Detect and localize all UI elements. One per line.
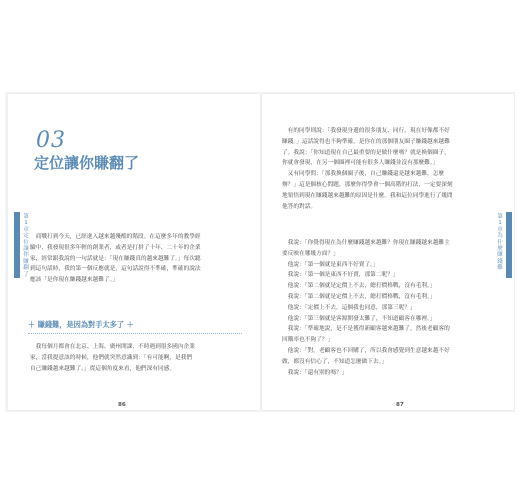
dialog-line: 他說：「第二個就是定價上不去，總打價格戰，沒有毛利。」 bbox=[282, 283, 436, 290]
intro-paragraph bbox=[30, 232, 250, 286]
right-side-label: 第1章 為什麼賺錢難 bbox=[497, 214, 503, 272]
left-side-label: 第1章 定位讓你賺翻了 bbox=[23, 214, 29, 278]
chapter-number: 03 bbox=[36, 128, 66, 153]
chapter-title: 定位讓你賺翻了 bbox=[34, 154, 140, 172]
dialog-line: 我說：「準確地說，是不是獲得新顧客越來越難了，然後老顧客的 bbox=[282, 326, 450, 333]
dialog-line: 他說：「第三個就是客源開發太難了，不知道顧客在哪裡。」 bbox=[282, 315, 436, 322]
section-divider bbox=[28, 333, 242, 334]
body-line: 自己賺錢越來越難了。」從這個角度來看，他們深有同感。 bbox=[30, 365, 176, 372]
text-line: 你就會發現，在另一個圈裡可能有很多人賺錢並沒有那麼難。」 bbox=[282, 160, 439, 167]
intro-line: 商戰打到今天，已經進入越來越殘酷的階段。在這麼多年的教學經 bbox=[30, 234, 201, 240]
dialog-line: 做，都沒有信心了，不知道怎麼做下去。」 bbox=[282, 358, 388, 365]
left-page-number: 86 bbox=[118, 402, 126, 408]
body-line: 我每個月都會在北京、上海、廣州開課，不時遇到很多國內企業 bbox=[30, 344, 195, 350]
intro-line: 應該「是你現在賺錢越來越難了。」 bbox=[30, 277, 119, 284]
body-line: 家，當我提意該的時候，他們就突然意識到：「有可能啊，是我們 bbox=[30, 354, 193, 361]
body-paragraph bbox=[30, 342, 250, 374]
dialog-line: 他說：「定價上不去，這個我也同意，那第三呢？」 bbox=[282, 304, 416, 311]
text-line: 地領悟到現在賺錢越來越難的原因是什麼。我和這位同學進行了幾問 bbox=[282, 192, 453, 199]
text-line: 又有同學問：「那我換個圈子後，自己賺錢還是越來越難，怎麼 bbox=[282, 171, 445, 178]
left-side-tab bbox=[14, 212, 20, 278]
dialog-line: 回購率也不夠了？」 bbox=[282, 337, 334, 344]
dialog-line: 他說：「第一個就是東西不好賣了。」 bbox=[282, 261, 379, 268]
text-line: 辦？」這是個核心問題，那麼你得學會一個高階的打法，一定要深刻 bbox=[282, 181, 453, 188]
dialog-line: 他說：「對。老顧客也不回購了，所以我會感覺到生意越來越不好 bbox=[282, 347, 450, 354]
text-line: 了。我說：「你知道現在自己最重要的是做什麼嗎？就是換個圈子， bbox=[282, 149, 450, 156]
section-heading: ＋ 賺錢難，是因為對手太多了 ＋ bbox=[28, 320, 134, 329]
text-line: 有的同學則說：「我發現身邊的很多朋友、同行，現在好像都不好 bbox=[282, 128, 450, 134]
dialog-line: 我說：「你覺得現在為什麼賺錢越來越難？你現在賺錢越來越難主 bbox=[282, 240, 450, 246]
right-page-number: 87 bbox=[396, 402, 404, 408]
intro-line: 家，經常跟我說的一句話就是：「現在賺錢真的越來越難了。」每次聽 bbox=[30, 255, 201, 262]
intro-line: 驗中，我發現很多年輕的創業者，或者是打拼了十年、二十年的企業 bbox=[30, 244, 201, 251]
dialog-line: 我說：「第一個是東西不好賣，那第二呢？」 bbox=[282, 272, 399, 279]
text-line: 賺錢。」這話說得也不夠準確，是你在的那個朋友圈子賺錢越來越難 bbox=[282, 138, 450, 145]
right-top-paragraph bbox=[282, 126, 494, 212]
dialog-line: 要反映在哪幾方面？」 bbox=[282, 250, 339, 257]
dialog-line: 我說：「還有別的嗎？」 bbox=[282, 369, 348, 376]
right-side-tab bbox=[506, 212, 512, 278]
text-line: 他答的對話。 bbox=[282, 203, 317, 210]
dialog-line: 我說：「第二個就是定價上不去，總打價格戰，沒有毛利。」 bbox=[282, 293, 436, 300]
intro-line: 到這句話時，我的第一個反應就是，這句話說得不準確，準確的說法 bbox=[30, 266, 201, 273]
right-dialog-paragraph bbox=[282, 238, 494, 378]
